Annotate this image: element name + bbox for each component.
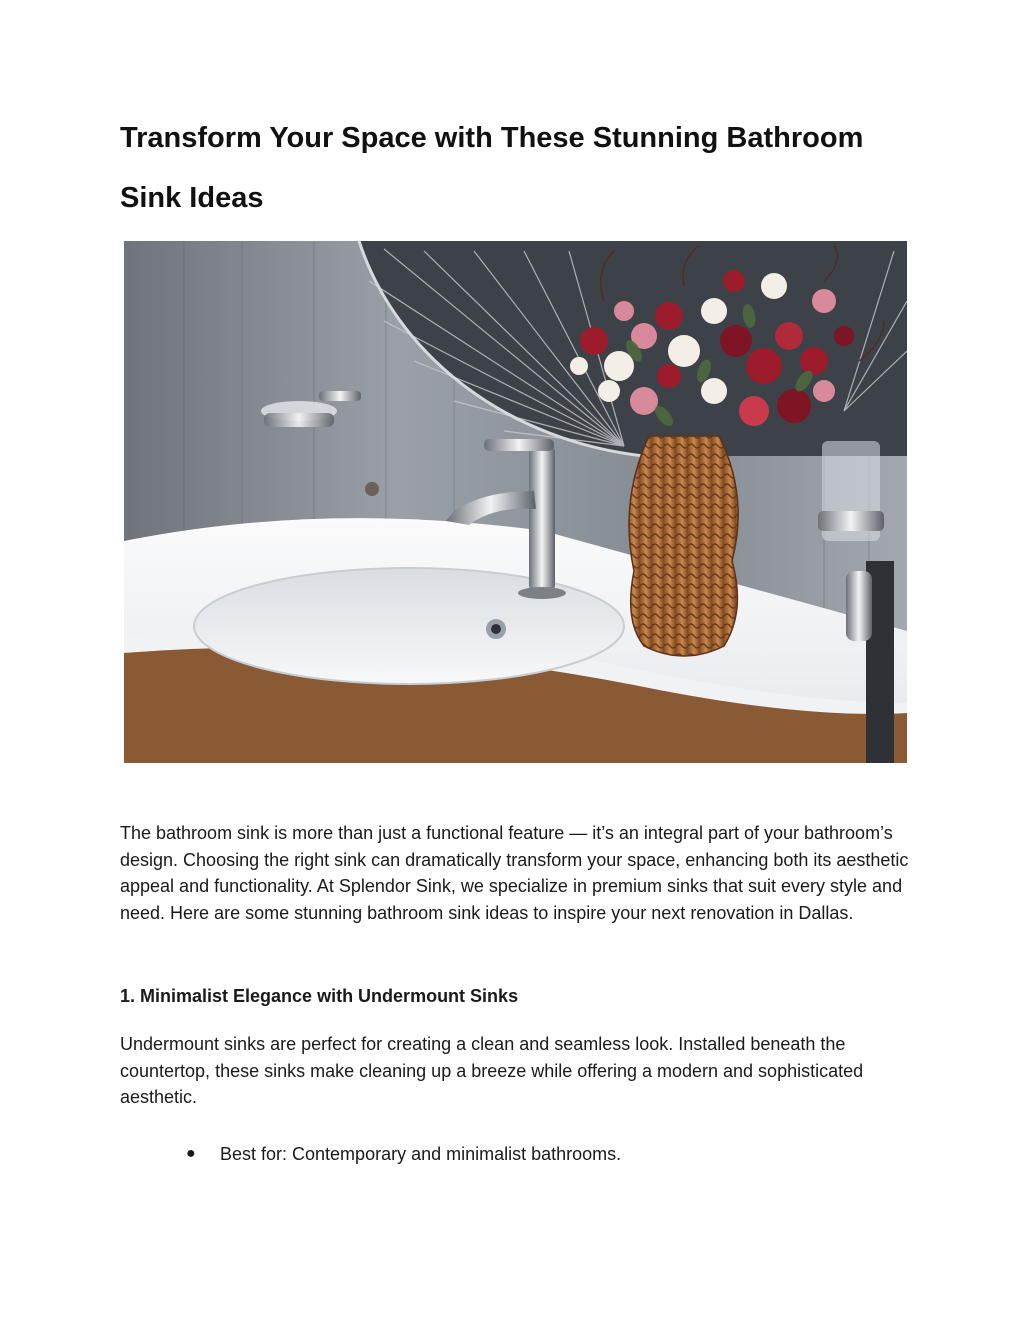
section-heading: 1. Minimalist Elegance with Undermount Sinks	[120, 986, 519, 1006]
page-title: Transform Your Space with These Stunning Bathroom Sink Ideas	[120, 122, 864, 214]
bullet-icon: ●	[186, 1145, 196, 1162]
section-paragraph: Undermount sinks are perfect for creating a clean and seamless look. Installed beneath the countertop, these sinks make cleaning up a breeze while offering a modern and sophisticated aesthetic.	[120, 1034, 864, 1107]
bullet-list	[186, 1141, 906, 1167]
intro-paragraph: The bathroom sink is more than just a functional feature — it’s an integral part of your bathroom’s design. Choosing the right sink can dramatically transform your space, enhancing both its aesthetic appeal and functionality. At Splendor Sink, we specialize in premium sinks that suit every style and need. Here are some stunning bathroom sink ideas to inspire your next renovation in Dallas.	[120, 823, 909, 923]
hero-image	[124, 241, 907, 763]
list-item	[186, 1141, 906, 1167]
bathroom-sink-photo	[124, 241, 907, 763]
list-item-text: Best for: Contemporary and minimalist bathrooms.	[220, 1144, 622, 1164]
